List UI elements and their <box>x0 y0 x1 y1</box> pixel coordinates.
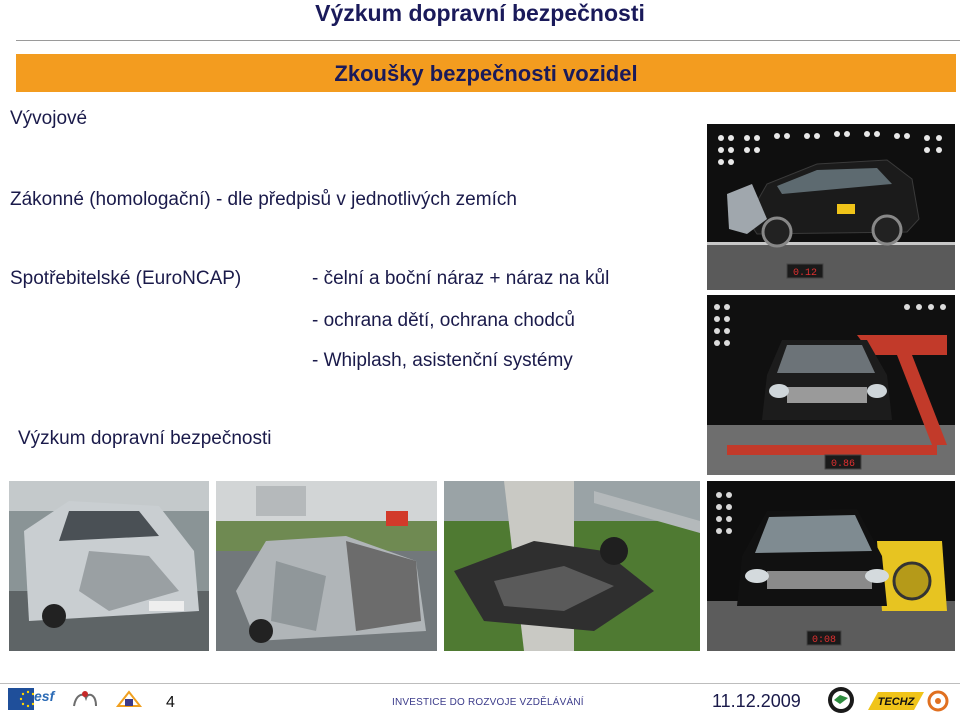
section-banner <box>16 54 956 92</box>
title-divider <box>16 40 960 41</box>
timer-display-2: 0.86 <box>830 459 856 470</box>
banner-label: Zkoušky bezpečnosti vozidel <box>334 61 638 86</box>
techz-label: TECHZ <box>877 696 915 708</box>
timer-display-3: 0:08 <box>811 635 837 646</box>
footer-date: 11.12.2009 <box>712 691 801 711</box>
crash-test-photo-frontal-2 <box>707 481 955 651</box>
timer-display-1: 0.12 <box>792 268 818 279</box>
text-line-spotrebitelske: Spotřebitelské (EuroNCAP) <box>10 268 242 289</box>
accident-photo-2 <box>216 481 437 651</box>
crash-test-photo-frontal <box>707 295 955 475</box>
esf-label: esf <box>34 688 55 704</box>
page-number: 4 <box>166 694 175 711</box>
text-line-zakonne: Zákonné (homologační) - dle předpisů v jednotlivých zemích <box>10 189 517 210</box>
footer-slogan: INVESTICE DO ROZVOJE VZDĚLÁVÁNÍ <box>392 697 584 708</box>
accident-photo-3 <box>444 481 700 651</box>
footer-divider <box>0 683 960 684</box>
accident-photo-1 <box>9 481 209 651</box>
text-line-celni-naraz: - čelní a boční náraz + náraz na kůl <box>312 268 610 289</box>
text-line-whiplash: - Whiplash, asistenční systémy <box>312 350 573 371</box>
skoda-logo-icon <box>826 686 856 714</box>
esf-logo <box>34 688 56 710</box>
op-vk-logo-icon <box>114 688 144 710</box>
text-line-ochrana: - ochrana dětí, ochrana chodců <box>312 310 576 331</box>
text-line-vyvojove: Vývojové <box>10 108 88 129</box>
techz-logo <box>866 690 956 712</box>
crash-test-photo-side <box>707 124 955 290</box>
page-title: Výzkum dopravní bezpečnosti <box>315 0 645 26</box>
section-heading-vyzkum: Výzkum dopravní bezpečnosti <box>18 428 272 449</box>
ministry-logo-icon <box>70 688 100 710</box>
